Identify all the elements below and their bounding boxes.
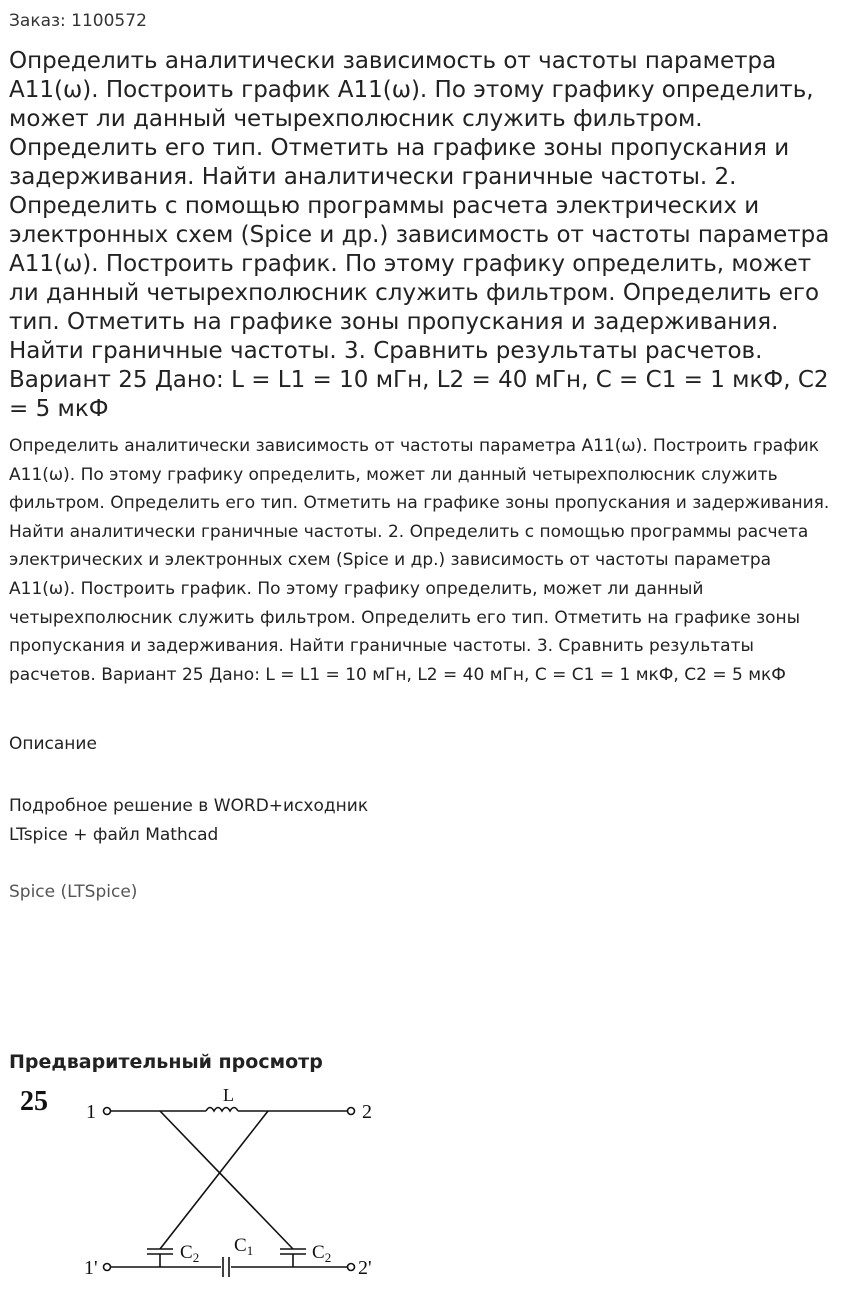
description-line-1: Подробное решение в WORD+исходник — [9, 796, 369, 816]
task-description: Определить аналитически зависимость от частоты параметра А11(ω). Построить график А11(ω). По этому графику определить, может ли данный четырехполюсник служить фильтром. Определить его тип. Отметить на графике зоны пропускания и задерживания. Найти аналитически граничные частоты. 2. Определить с помощью программы расчета электрических и электронных схем (Spice и др.) зависимость от частоты параметра А11(ω). Построить график. По этому графику определить, может ли данный четырехполюсник служить фильтром. Определить его тип. Отметить на графике зоны пропускания и задерживания. Найти граничные частоты. 3. Сравнить результаты расчетов. Вариант 25 Дано: L = L1 = 10 мГн, L2 = 40 мГн, C = C1 = 1 мкФ, C2 = 5 мкФ — [9, 436, 830, 685]
terminal-1p-label: 1' — [84, 1257, 98, 1279]
terminal-1-dot — [104, 1108, 111, 1115]
terminal-2-dot — [348, 1108, 355, 1115]
terminal-2-label: 2 — [362, 1101, 372, 1123]
cap-mid-label: $C_1$ — [234, 1235, 254, 1258]
cross-wire-b — [160, 1111, 268, 1249]
terminal-2p-label: 2' — [358, 1257, 372, 1279]
description-heading: Описание — [9, 734, 97, 754]
task-title: Определить аналитически зависимость от частоты параметра А11(ω). Построить график А11(ω). По этому графику определить, может ли данный четырехполюсник служить фильтром. Определить его тип. Отметить на графике зоны пропускания и задерживания. Найти аналитически граничные частоты. 2. Определить с помощью программы расчета электрических и электронных схем (Spice и др.) зависимость от частоты параметра А11(ω). Построить график. По этому графику определить, может ли данный четырехполюсник служить фильтром. Определить его тип. Отметить на графике зоны пропускания и задерживания. Найти граничные частоты. 3. Сравнить результаты расчетов. Вариант 25 Дано: L = L1 = 10 мГн, L2 = 40 мГн, C = C1 = 1 мкФ, C2 = 5 мкФ — [9, 48, 830, 422]
inductor-coil — [206, 1108, 238, 1112]
cap-left-label: $C_2$ — [180, 1242, 200, 1265]
terminal-1p-dot — [104, 1264, 111, 1271]
description-line-2: LTspice + файл Mathcad — [9, 825, 219, 845]
variant-number: 25 — [20, 1086, 48, 1117]
software-tag: Spice (LTSpice) — [9, 882, 138, 902]
terminal-2p-dot — [348, 1264, 355, 1271]
inductor-label: L — [223, 1085, 234, 1105]
terminal-1-label: 1 — [86, 1101, 96, 1123]
order-number: Заказ: 1100572 — [9, 11, 147, 31]
cross-wire-a — [160, 1111, 293, 1249]
circuit-schematic — [0, 1075, 420, 1290]
cap-right-label: $C_2$ — [312, 1242, 332, 1265]
preview-heading: Предварительный просмотр — [9, 1051, 323, 1073]
